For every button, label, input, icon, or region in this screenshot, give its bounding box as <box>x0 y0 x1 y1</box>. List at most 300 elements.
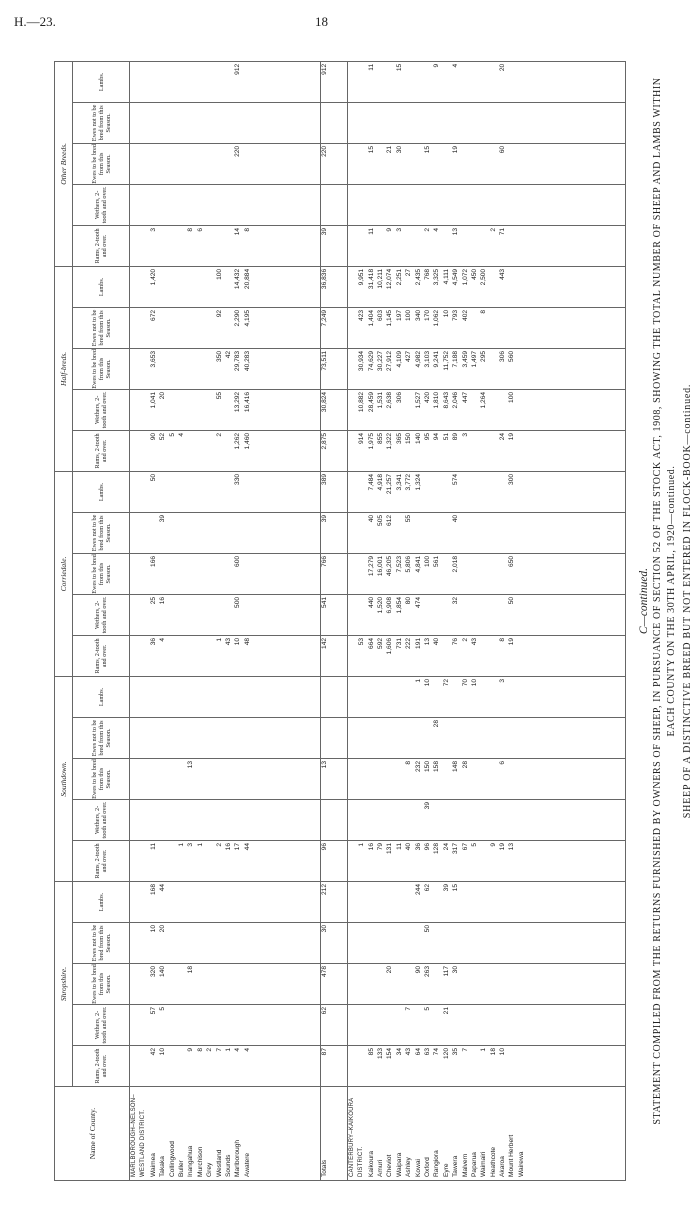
county-name: Inangahua <box>187 1145 195 1177</box>
data-cell <box>130 717 321 758</box>
value <box>196 720 205 758</box>
value <box>168 556 177 594</box>
value <box>357 64 366 102</box>
value: 2 <box>489 227 497 232</box>
value <box>224 105 233 143</box>
value <box>196 638 205 676</box>
value: 1 <box>480 1048 488 1052</box>
value <box>461 64 470 102</box>
value <box>442 761 451 799</box>
total-value: 142 <box>320 635 347 676</box>
value <box>470 597 479 635</box>
county-name: Malvern <box>461 1153 469 1177</box>
data-cell <box>347 964 625 1005</box>
total-value: 30 <box>320 923 347 964</box>
value <box>470 556 479 594</box>
value <box>243 64 252 102</box>
value <box>461 925 470 963</box>
value: 2 <box>215 432 223 437</box>
value <box>205 925 214 963</box>
value <box>224 556 233 594</box>
value <box>186 433 195 471</box>
value <box>168 761 177 799</box>
value <box>357 556 366 594</box>
value: 4,109 <box>395 350 403 368</box>
value: 1,404 <box>367 309 375 327</box>
value <box>149 679 158 717</box>
value: 8 <box>243 227 251 232</box>
value <box>489 146 498 184</box>
value <box>243 556 252 594</box>
value: 53 <box>358 637 366 646</box>
value <box>158 474 167 512</box>
value <box>168 105 177 143</box>
value: 28,459 <box>367 391 375 413</box>
value <box>177 146 186 184</box>
value: 3 <box>149 227 157 232</box>
value <box>423 720 432 758</box>
value: 43 <box>405 1048 413 1056</box>
value: 36 <box>149 637 157 646</box>
value <box>414 720 423 758</box>
value: 3,103 <box>423 350 431 368</box>
value: 48 <box>243 637 251 646</box>
value <box>224 597 233 635</box>
value <box>177 105 186 143</box>
value: 13,292 <box>234 391 242 413</box>
value <box>489 761 498 799</box>
value: 19 <box>508 637 516 646</box>
value: 21 <box>386 145 394 154</box>
value: 3,653 <box>149 350 157 368</box>
value <box>233 802 242 840</box>
value <box>479 843 488 881</box>
value <box>489 310 498 348</box>
value <box>196 351 205 389</box>
value: 3 <box>187 842 195 847</box>
value <box>385 187 394 225</box>
value <box>186 474 195 512</box>
data-cell <box>347 143 625 184</box>
value <box>243 884 252 922</box>
value: 131 <box>386 842 394 854</box>
value <box>233 187 242 225</box>
value <box>186 556 195 594</box>
value: 2 <box>215 842 223 847</box>
value <box>376 761 385 799</box>
value: 15 <box>367 145 375 154</box>
value <box>414 802 423 840</box>
value <box>243 802 252 840</box>
value <box>470 187 479 225</box>
value: 443 <box>499 268 507 280</box>
data-cell <box>130 923 321 964</box>
county-name: Akaroa <box>499 1156 507 1177</box>
value: 672 <box>149 309 157 321</box>
data-cell <box>130 676 321 717</box>
column-header: Ewes not to be bred from this Season. <box>73 512 130 553</box>
breed-header: Corriedale. <box>55 471 73 676</box>
value <box>470 228 479 266</box>
value: 9 <box>489 842 497 847</box>
value <box>177 638 186 676</box>
value: 13 <box>508 842 516 851</box>
value: 2 <box>423 227 431 232</box>
value <box>376 925 385 963</box>
value: 4 <box>243 1048 251 1052</box>
value <box>461 146 470 184</box>
value <box>479 761 488 799</box>
value: 20,884 <box>243 268 251 290</box>
value <box>395 925 404 963</box>
total-value: 478 <box>320 964 347 1005</box>
value <box>168 679 177 717</box>
value: 30,227 <box>376 350 384 372</box>
value <box>205 105 214 143</box>
value <box>233 761 242 799</box>
value <box>233 925 242 963</box>
value <box>196 1007 205 1045</box>
value: 2,290 <box>234 309 242 327</box>
value <box>385 884 394 922</box>
value <box>507 720 516 758</box>
value <box>423 105 432 143</box>
total-value <box>320 717 347 758</box>
value <box>243 474 252 512</box>
statement-title: STATEMENT COMPILED FROM THE RETURNS FURNISHED BY OWNERS OF SHEEP, IN PURSUANCE OF SECTION 52 OF THE STOCK ACT, 1908, SHOWING THE TOTAL NUMBER OF SHEEP AND LAMBS WITHIN <box>652 77 663 1125</box>
data-cell <box>347 635 625 676</box>
value <box>205 597 214 635</box>
value: 8,643 <box>442 391 450 409</box>
value <box>442 720 451 758</box>
value <box>489 720 498 758</box>
value <box>243 720 252 758</box>
value: 39 <box>159 514 167 523</box>
county-name: Grey <box>206 1162 214 1177</box>
value <box>357 761 366 799</box>
value <box>404 64 413 102</box>
value: 170 <box>423 309 431 321</box>
data-cell <box>130 266 321 307</box>
value: 2,251 <box>395 268 403 286</box>
value: 19 <box>508 432 516 441</box>
value <box>224 884 233 922</box>
value: 40,283 <box>243 350 251 372</box>
value: 9,241 <box>433 350 441 368</box>
value <box>489 802 498 840</box>
value: 60 <box>499 145 507 154</box>
data-cell <box>130 61 321 102</box>
value: 133 <box>376 1048 384 1060</box>
value <box>177 351 186 389</box>
data-cell <box>347 102 625 143</box>
value: 120 <box>442 1048 450 1060</box>
value <box>168 187 177 225</box>
value <box>186 351 195 389</box>
value <box>186 925 195 963</box>
value <box>357 1048 366 1086</box>
value <box>243 146 252 184</box>
value <box>233 966 242 1004</box>
value <box>177 474 186 512</box>
value <box>507 925 516 963</box>
value <box>498 925 507 963</box>
value: 19 <box>499 842 507 851</box>
value: 365 <box>395 432 403 444</box>
value: 4 <box>452 63 460 68</box>
value: 5,806 <box>405 555 413 573</box>
value <box>149 105 158 143</box>
value <box>168 884 177 922</box>
value: 664 <box>367 637 375 649</box>
value <box>224 433 233 471</box>
value: 1,531 <box>376 391 384 409</box>
value <box>196 146 205 184</box>
value: 44 <box>159 883 167 892</box>
value <box>357 187 366 225</box>
value: 21,257 <box>386 473 394 495</box>
value <box>432 146 441 184</box>
value: 7,523 <box>395 555 403 573</box>
value <box>215 966 224 1004</box>
district-heading: WESTLAND DISTRICT. <box>140 1109 147 1177</box>
value <box>224 1007 233 1045</box>
value <box>205 515 214 553</box>
total-value: 62 <box>320 1005 347 1046</box>
column-header: Rams, 2-tooth and over. <box>73 225 130 266</box>
column-header: Rams, 2-tooth and over. <box>73 840 130 881</box>
value <box>385 679 394 717</box>
value <box>168 966 177 1004</box>
value <box>385 802 394 840</box>
value: 7,188 <box>452 350 460 368</box>
value <box>470 515 479 553</box>
value: 5 <box>423 1007 431 1011</box>
value <box>432 187 441 225</box>
value <box>376 228 385 266</box>
value <box>385 720 394 758</box>
county-name: Cheviot <box>386 1154 394 1177</box>
value <box>461 187 470 225</box>
value <box>196 187 205 225</box>
schedule-heading: C—continued. <box>638 567 650 635</box>
value: 39 <box>442 883 450 892</box>
value <box>224 802 233 840</box>
value: 4,982 <box>414 350 422 368</box>
value <box>498 556 507 594</box>
value: 158 <box>433 760 441 772</box>
value: 18 <box>489 1048 497 1056</box>
value: 1,041 <box>149 391 157 409</box>
value <box>395 105 404 143</box>
value <box>498 802 507 840</box>
value <box>357 515 366 553</box>
value <box>404 720 413 758</box>
value: 27 <box>405 268 413 277</box>
value <box>507 966 516 1004</box>
value <box>507 269 516 307</box>
value <box>432 679 441 717</box>
value: 4 <box>159 637 167 642</box>
value <box>489 392 498 430</box>
value <box>158 720 167 758</box>
value <box>461 1007 470 1045</box>
district-row-canterbury <box>347 61 625 1180</box>
value: 148 <box>452 760 460 772</box>
column-header: Wethers, 2-tooth and over. <box>73 594 130 635</box>
value <box>461 105 470 143</box>
data-cell <box>347 307 625 348</box>
data-cell <box>130 553 321 594</box>
value: 500 <box>234 596 242 608</box>
column-header: Wethers, 2-tooth and over. <box>73 799 130 840</box>
value: 18 <box>187 966 195 974</box>
value <box>404 884 413 922</box>
value: 1,497 <box>470 350 478 368</box>
value <box>177 1007 186 1045</box>
value: 40 <box>405 842 413 851</box>
value <box>215 105 224 143</box>
value <box>479 679 488 717</box>
value <box>479 105 488 143</box>
value <box>376 105 385 143</box>
value <box>479 187 488 225</box>
value <box>461 802 470 840</box>
value: 2,018 <box>452 555 460 573</box>
data-cell <box>130 964 321 1005</box>
data-cell <box>347 430 625 471</box>
value: 10,882 <box>358 391 366 413</box>
value <box>168 843 177 881</box>
value: 7 <box>215 1048 223 1052</box>
value <box>149 761 158 799</box>
value <box>489 638 498 676</box>
value <box>414 187 423 225</box>
value <box>205 720 214 758</box>
value <box>177 884 186 922</box>
county-name: Wairewa <box>517 1151 525 1177</box>
county-name: Westland <box>215 1149 223 1177</box>
value <box>168 392 177 430</box>
county-column-header: Name of County. <box>55 1087 130 1181</box>
value <box>168 1048 177 1086</box>
value <box>432 597 441 635</box>
value <box>158 556 167 594</box>
value <box>395 515 404 553</box>
value <box>414 146 423 184</box>
value: 8 <box>499 637 507 642</box>
county-name: Awatere <box>243 1152 251 1177</box>
value <box>215 761 224 799</box>
value <box>414 228 423 266</box>
value <box>357 802 366 840</box>
value <box>224 925 233 963</box>
value: 1,145 <box>386 309 394 327</box>
value <box>357 146 366 184</box>
value: 2,046 <box>452 391 460 409</box>
value: 154 <box>386 1048 394 1060</box>
total-value: 73,511 <box>320 348 347 389</box>
value <box>177 966 186 1004</box>
value: 55 <box>405 514 413 523</box>
value <box>395 720 404 758</box>
value: 3 <box>395 227 403 232</box>
value: 600 <box>234 555 242 567</box>
value <box>507 105 516 143</box>
column-header: Rams, 2-tooth and over. <box>73 635 130 676</box>
value <box>205 556 214 594</box>
value <box>367 966 376 1004</box>
value <box>385 64 394 102</box>
value: 128 <box>433 842 441 854</box>
value <box>376 1007 385 1045</box>
data-cell <box>130 512 321 553</box>
data-cell <box>130 225 321 266</box>
value <box>215 556 224 594</box>
data-cell <box>347 471 625 512</box>
value <box>404 146 413 184</box>
county-name: Murchison <box>196 1146 204 1177</box>
value: 24 <box>499 432 507 441</box>
data-cell <box>347 840 625 881</box>
value: 560 <box>508 350 516 362</box>
value: 3,772 <box>405 473 413 491</box>
value <box>470 720 479 758</box>
value: 90 <box>414 966 422 974</box>
totals-row <box>320 61 347 1180</box>
value <box>395 187 404 225</box>
value <box>168 351 177 389</box>
value <box>451 720 460 758</box>
value <box>367 187 376 225</box>
value: 117 <box>442 966 450 977</box>
value: 42 <box>224 350 232 359</box>
value <box>404 802 413 840</box>
data-cell <box>130 348 321 389</box>
value: 1 <box>215 637 223 642</box>
value <box>489 597 498 635</box>
value <box>489 556 498 594</box>
county-name: Sounds <box>224 1154 232 1177</box>
value: 30 <box>395 145 403 154</box>
value <box>489 474 498 512</box>
value <box>357 228 366 266</box>
value <box>186 679 195 717</box>
value <box>177 310 186 348</box>
value <box>432 474 441 512</box>
value <box>215 228 224 266</box>
value: 612 <box>386 514 394 526</box>
value <box>479 638 488 676</box>
value <box>507 64 516 102</box>
data-cell <box>347 225 625 266</box>
value <box>498 884 507 922</box>
value: 574 <box>452 473 460 485</box>
value: 34 <box>395 1048 403 1056</box>
value: 19 <box>452 145 460 154</box>
value <box>451 802 460 840</box>
value <box>196 105 205 143</box>
section-title: SHEEP OF A DISTINCTIVE BREED BUT NOT ENTERED IN FLOCK-BOOK—continued. <box>682 383 693 819</box>
value <box>205 310 214 348</box>
value: 79 <box>376 842 384 851</box>
value <box>196 802 205 840</box>
value: 450 <box>470 268 478 280</box>
county-name: Heathcote <box>489 1146 497 1177</box>
value <box>479 228 488 266</box>
value: 4 <box>234 1048 242 1052</box>
value: 2,435 <box>414 268 422 286</box>
